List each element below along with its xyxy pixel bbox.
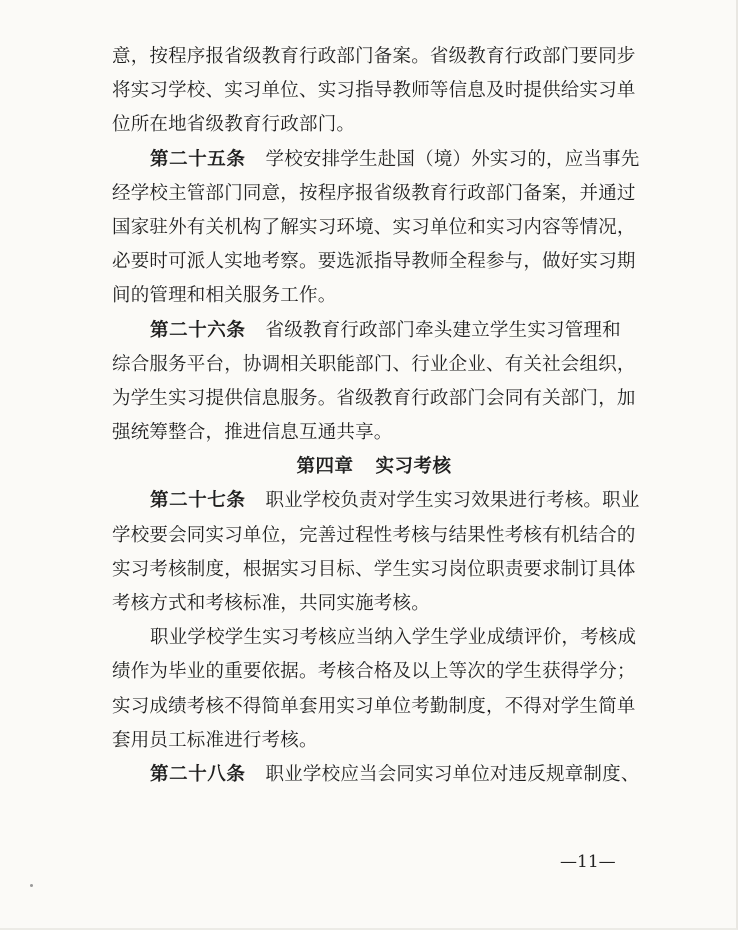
scan-speck — [30, 884, 33, 887]
article-25-first-line — [112, 143, 640, 177]
text-line: 国家驻外有关机构了解实习环境、实习单位和实习内容等情况， — [112, 216, 636, 238]
text-line: 必要时可派人实地考察。要选派指导教师全程参与，做好实习期 — [112, 251, 636, 273]
text-line: 强统筹整合，推进信息互通共享。 — [112, 422, 393, 444]
text-line: 实习考核制度，根据实习目标、学生实习岗位职责要求制订具体 — [112, 558, 636, 580]
chapter-title: 实习考核 — [375, 456, 452, 478]
chapter-number: 第四章 — [296, 456, 354, 478]
text-line: 为学生实习提供信息服务。省级教育行政部门会同有关部门，加 — [112, 387, 636, 409]
text-line: 将实习学校、实习单位、实习指导教师等信息及时提供给实习单 — [112, 80, 636, 102]
article-28-label: 第二十八条 — [150, 763, 246, 785]
text-line: 综合服务平台，协调相关职能部门、行业企业、有关社会组织， — [112, 353, 636, 375]
text-line: 省级教育行政部门牵头建立学生实习管理和 — [265, 319, 621, 341]
text-line: 学校要会同实习单位，完善过程性考核与结果性考核有机结合的 — [112, 524, 636, 546]
article-27-label: 第二十七条 — [150, 490, 246, 512]
article-26-label: 第二十六条 — [150, 319, 246, 341]
text-line: 学校安排学生赴国（境）外实习的，应当事先 — [265, 148, 640, 170]
text-line: 经学校主管部门同意，按程序报省级教育行政部门备案，并通过 — [112, 182, 636, 204]
body-text — [112, 40, 640, 792]
text-line: 考核方式和考核标准，共同实施考核。 — [112, 593, 430, 614]
text-line: 绩作为毕业的重要依据。考核合格及以上等次的学生获得学分； — [112, 661, 636, 683]
text-line: 套用员工标准进行考核。 — [112, 729, 318, 751]
article-25-label: 第二十五条 — [150, 148, 246, 170]
page-number: —11— — [560, 852, 616, 872]
article-27-first-line — [112, 484, 640, 518]
text-line: 职业学校学生实习考核应当纳入学生学业成绩评价，考核成 — [150, 627, 637, 649]
text-line: 间的管理和相关服务工作。 — [112, 285, 337, 307]
text-line: 实习成绩考核不得简单套用实习单位考勤制度，不得对学生简单 — [112, 695, 636, 717]
article-28-first-line — [112, 758, 640, 792]
text-line: 职业学校应当会同实习单位对违反规章制度、 — [265, 763, 640, 785]
article-26-first-line — [112, 314, 636, 348]
text-line: 位所在地省级教育行政部门。 — [112, 114, 356, 136]
chapter-heading — [112, 450, 636, 484]
text-line: 意，按程序报省级教育行政部门备案。省级教育行政部门要同步 — [112, 46, 636, 67]
text-line: 职业学校负责对学生实习效果进行考核。职业 — [265, 490, 640, 512]
